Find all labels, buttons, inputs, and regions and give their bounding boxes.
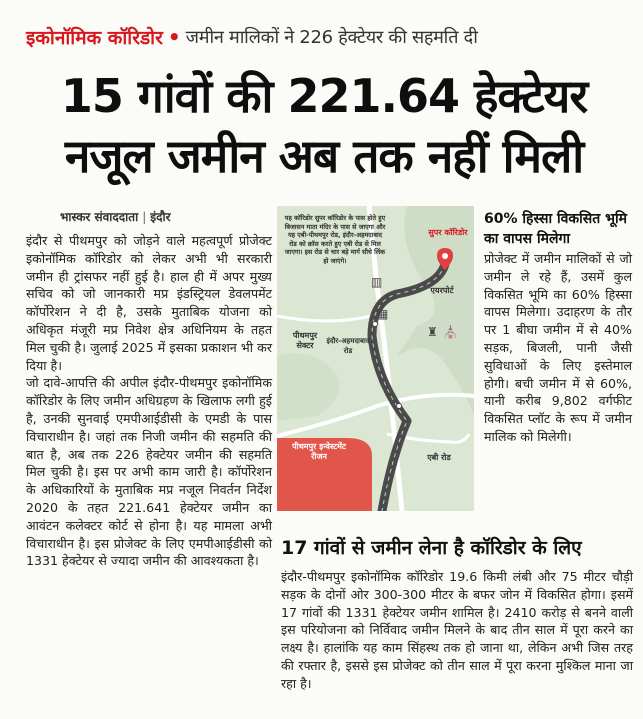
byline	[60, 208, 171, 225]
map-terrain	[277, 354, 340, 422]
kicker	[26, 22, 626, 52]
label-pithampur-investment-region: पीथमपुर इन्वेस्टमेंट रीजन	[292, 442, 346, 461]
building-icon: ▥	[371, 275, 383, 289]
label-ab-road: एबी रोड	[427, 453, 451, 462]
article-column-2	[281, 568, 633, 693]
article-column-1	[26, 232, 272, 570]
label-super-corridor: सुपर कॉरिडोर	[428, 228, 468, 237]
building-icon: ▦	[377, 307, 389, 321]
corridor-route	[372, 264, 445, 511]
article-paragraph: इंदौर से पीथमपुर को जोड़ने वाले महत्वपूर्ण प्रोजेक्ट इकोनॉमिक कॉरिडोर को लेकर अभी भी सरकारी जमीन ही ट्रांसफर नहीं हुई है। हाल ही में अपर मुख्य सचिव को जो जानकारी मप्र इंडस्ट्रियल डेवलपमेंट कॉर्पोरेशन ने दी है, उसके मुताबिक योजना को अधिकृत मंजूरी मप्र निवेश क्षेत्र अधिनियम के तहत मिल चुकी है। जुलाई 2025 में इसका प्रकाशन भी कर दिया है।	[26, 233, 272, 373]
map-note: यह कॉरिडोर सुपर कॉरिडोर के पास होते हुए बिजासन माता मंदिर के पास से जाएगा और यह एबी-पीथमपुर रोड, इंदौर-अहमदाबाद रोड को क्रॉस करते हुए एबी रोड से मिल जाएगा। इस रोड से चार बड़े मार्ग सीधे लिंक हो जाएंगे।	[284, 214, 386, 265]
article-column-3	[484, 250, 632, 446]
article-paragraph: प्रोजेक्ट में जमीन मालिकों से जो जमीन ले रहे हैं, उसमें कुल विकसित भूमि का 60% हिस्सा वापस मिलेगा। उदाहरण के तौर पर 1 बीघा जमीन में से 40% सड़क, बिजली, पानी जैसी सुविधाओं के लिए इस्तेमाल होगी। बची जमीन में से 60%, यानी करीब 9,802 वर्गफीट विकसित प्लॉट के रूप में जमीन मालिक को मिलेगी।	[484, 251, 632, 444]
corridor-map	[277, 206, 474, 511]
label-pithampur-sector: पीथमपुर सेक्टर	[292, 331, 318, 350]
headline-line-2: नजूल जमीन अब तक नहीं मिली	[64, 129, 584, 183]
junction-point	[397, 404, 402, 409]
temple-icon: ⛪	[443, 325, 458, 339]
label-airport: एयरपोर्ट	[430, 286, 454, 295]
article-paragraph: इंदौर-पीथमपुर इकोनॉमिक कॉरिडोर 19.6 किमी लंबी और 75 मीटर चौड़ी सड़क के दोनों ओर 300-300 मीटर के बफर जोन में विकसित होगा। इसमें 17 गांवों की 1331 हेक्टेयर जमीन शामिल है। 2410 करोड़ से बनने वाली इस परियोजना को निर्विवाद जमीन मिलने के बाद तीन साल में पूरा करने का लक्ष्य है। हालांकि यह काम सिंहस्थ तक हो जाना था, लेकिन अभी जिस तरह की रफ्तार है, इससे इस प्रोजेक्ट को तीन साल में पूरा करना मुश्किल माना जा रहा है।	[281, 569, 633, 691]
kicker-category: इकोनॉमिक कॉरिडोर	[26, 27, 163, 49]
article-paragraph: जो दावे-आपत्ति की अपील इंदौर-पीथमपुर इकोनॉमिक कॉरिडोर के लिए जमीन अधिग्रहण के खिलाफ लगी हुई है, उनकी सुनवाई एमपीआईडीसी के एमडी के पास विचाराधीन है। जहां तक निजी जमीन की सहमति की बात है, अब तक 226 हेक्टेयर जमीन की सहमति मिल चुकी है। इस पर अभी काम जारी है। कॉर्पोरेशन के अधिकारियों के मुताबिक मप्र नजूल निवर्तन निर्देश 2020 के तहत 221.641 हेक्टेयर जमीन का आवंटन कलेक्टर कोर्ट से होना है। यह मामला अभी विचाराधीन है। इस प्रोजेक्ट के लिए एमपीआईडीसी को 1331 हेक्टेयर से ज्यादा जमीन की आवश्यकता है।	[26, 375, 272, 569]
label-indore-ahmedabad-road: इंदौर-अहमदाबाद रोड	[326, 337, 370, 355]
headline-line-1: 15 गांवों की 221.64 हेक्टेयर	[60, 69, 588, 123]
kicker-separator: •	[167, 25, 181, 49]
existing-road	[277, 316, 372, 321]
sub-heading: 17 गांवों से जमीन लेना है कॉरिडोर के लिए	[281, 537, 582, 559]
byline-city: इंदौर	[150, 210, 171, 224]
location-marker-dot	[442, 253, 448, 259]
kicker-tagline: जमीन मालिकों ने 226 हेक्टेयर की सहमति दी	[185, 27, 478, 48]
side-heading: 60% हिस्सा विकसित भूमि का वापस मिलेगा	[484, 211, 627, 247]
temple-icon: ♜	[427, 325, 438, 339]
junction-point	[373, 322, 378, 327]
byline-author: भास्कर संवाददाता	[60, 210, 139, 224]
byline-separator: |	[142, 210, 147, 224]
